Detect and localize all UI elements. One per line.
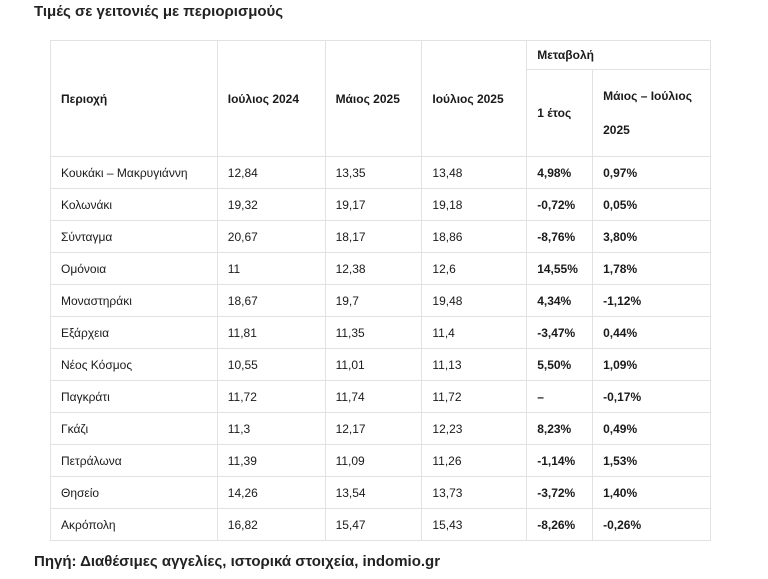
cell-jul2025: 11,26 bbox=[422, 445, 527, 477]
table-row bbox=[51, 285, 711, 317]
cell-may2025: 19,17 bbox=[325, 189, 422, 221]
cell-jul2025: 15,43 bbox=[422, 509, 527, 541]
cell-may2025: 13,35 bbox=[325, 157, 422, 189]
cell-jul2025: 11,4 bbox=[422, 317, 527, 349]
cell-change-may-jul: 1,09% bbox=[593, 349, 711, 381]
header-change-1y: 1 έτος bbox=[527, 70, 593, 157]
cell-change-may-jul: 1,78% bbox=[593, 253, 711, 285]
cell-jul2025: 13,48 bbox=[422, 157, 527, 189]
cell-change-1y: -1,14% bbox=[527, 445, 593, 477]
cell-change-may-jul: 1,40% bbox=[593, 477, 711, 509]
cell-change-may-jul: 0,05% bbox=[593, 189, 711, 221]
table-row bbox=[51, 349, 711, 381]
cell-jul2025: 12,6 bbox=[422, 253, 527, 285]
header-change-may-jul-line1: Μάιος – Ιούλιος bbox=[603, 89, 692, 103]
cell-area: Ομόνοια bbox=[51, 253, 218, 285]
source-note: Πηγή: Διαθέσιμες αγγελίες, ιστορικά στοιχεία, indomio.gr bbox=[34, 553, 441, 570]
cell-jul2025: 18,86 bbox=[422, 221, 527, 253]
cell-may2025: 11,01 bbox=[325, 349, 422, 381]
cell-change-may-jul: 1,53% bbox=[593, 445, 711, 477]
cell-area: Σύνταγμα bbox=[51, 221, 218, 253]
prices-table bbox=[50, 40, 711, 541]
cell-change-1y: -3,72% bbox=[527, 477, 593, 509]
table-row bbox=[51, 317, 711, 349]
cell-change-1y: -3,47% bbox=[527, 317, 593, 349]
table-header bbox=[51, 41, 711, 157]
cell-area: Θησείο bbox=[51, 477, 218, 509]
header-change-may-jul-line2: 2025 bbox=[603, 123, 630, 137]
table-row bbox=[51, 189, 711, 221]
header-change: Μεταβολή bbox=[527, 41, 711, 70]
cell-change-1y: -8,26% bbox=[527, 509, 593, 541]
cell-jul2024: 19,32 bbox=[217, 189, 325, 221]
cell-area: Πετράλωνα bbox=[51, 445, 218, 477]
table-row bbox=[51, 157, 711, 189]
table-row bbox=[51, 221, 711, 253]
cell-jul2024: 14,26 bbox=[217, 477, 325, 509]
cell-may2025: 11,09 bbox=[325, 445, 422, 477]
table-row bbox=[51, 445, 711, 477]
cell-may2025: 11,74 bbox=[325, 381, 422, 413]
cell-change-1y: 4,98% bbox=[527, 157, 593, 189]
table-row bbox=[51, 477, 711, 509]
header-area: Περιοχή bbox=[51, 41, 218, 157]
cell-jul2025: 19,48 bbox=[422, 285, 527, 317]
cell-may2025: 15,47 bbox=[325, 509, 422, 541]
header-may2025: Μάιος 2025 bbox=[325, 41, 422, 157]
page-title: Τιμές σε γειτονιές με περιορισμούς bbox=[34, 3, 284, 20]
cell-may2025: 13,54 bbox=[325, 477, 422, 509]
cell-change-1y: – bbox=[527, 381, 593, 413]
cell-change-may-jul: 3,80% bbox=[593, 221, 711, 253]
cell-may2025: 19,7 bbox=[325, 285, 422, 317]
cell-change-may-jul: 0,49% bbox=[593, 413, 711, 445]
cell-jul2025: 11,72 bbox=[422, 381, 527, 413]
cell-area: Εξάρχεια bbox=[51, 317, 218, 349]
cell-area: Κολωνάκι bbox=[51, 189, 218, 221]
cell-jul2024: 11,72 bbox=[217, 381, 325, 413]
header-jul2025: Ιούλιος 2025 bbox=[422, 41, 527, 157]
cell-change-1y: 5,50% bbox=[527, 349, 593, 381]
cell-change-1y: 4,34% bbox=[527, 285, 593, 317]
cell-jul2024: 11 bbox=[217, 253, 325, 285]
cell-change-1y: -8,76% bbox=[527, 221, 593, 253]
cell-area: Ακρόπολη bbox=[51, 509, 218, 541]
table-row bbox=[51, 413, 711, 445]
cell-may2025: 12,17 bbox=[325, 413, 422, 445]
table-row bbox=[51, 509, 711, 541]
cell-jul2024: 18,67 bbox=[217, 285, 325, 317]
cell-may2025: 18,17 bbox=[325, 221, 422, 253]
cell-jul2024: 11,39 bbox=[217, 445, 325, 477]
cell-jul2024: 11,81 bbox=[217, 317, 325, 349]
cell-change-may-jul: -0,17% bbox=[593, 381, 711, 413]
cell-jul2024: 10,55 bbox=[217, 349, 325, 381]
cell-area: Γκάζι bbox=[51, 413, 218, 445]
cell-change-1y: 8,23% bbox=[527, 413, 593, 445]
cell-jul2024: 11,3 bbox=[217, 413, 325, 445]
cell-jul2025: 19,18 bbox=[422, 189, 527, 221]
cell-may2025: 11,35 bbox=[325, 317, 422, 349]
cell-change-1y: -0,72% bbox=[527, 189, 593, 221]
cell-change-may-jul: -0,26% bbox=[593, 509, 711, 541]
cell-jul2025: 11,13 bbox=[422, 349, 527, 381]
table-body bbox=[51, 157, 711, 541]
cell-area: Παγκράτι bbox=[51, 381, 218, 413]
header-change-may-jul bbox=[593, 70, 711, 157]
cell-jul2024: 12,84 bbox=[217, 157, 325, 189]
cell-area: Κουκάκι – Μακρυγιάννη bbox=[51, 157, 218, 189]
cell-change-may-jul: 0,44% bbox=[593, 317, 711, 349]
cell-may2025: 12,38 bbox=[325, 253, 422, 285]
cell-jul2025: 12,23 bbox=[422, 413, 527, 445]
header-jul2024: Ιούλιος 2024 bbox=[217, 41, 325, 157]
table-row bbox=[51, 253, 711, 285]
cell-jul2024: 20,67 bbox=[217, 221, 325, 253]
cell-jul2025: 13,73 bbox=[422, 477, 527, 509]
cell-change-1y: 14,55% bbox=[527, 253, 593, 285]
cell-area: Μοναστηράκι bbox=[51, 285, 218, 317]
table-row bbox=[51, 381, 711, 413]
cell-area: Νέος Κόσμος bbox=[51, 349, 218, 381]
cell-change-may-jul: -1,12% bbox=[593, 285, 711, 317]
cell-jul2024: 16,82 bbox=[217, 509, 325, 541]
cell-change-may-jul: 0,97% bbox=[593, 157, 711, 189]
